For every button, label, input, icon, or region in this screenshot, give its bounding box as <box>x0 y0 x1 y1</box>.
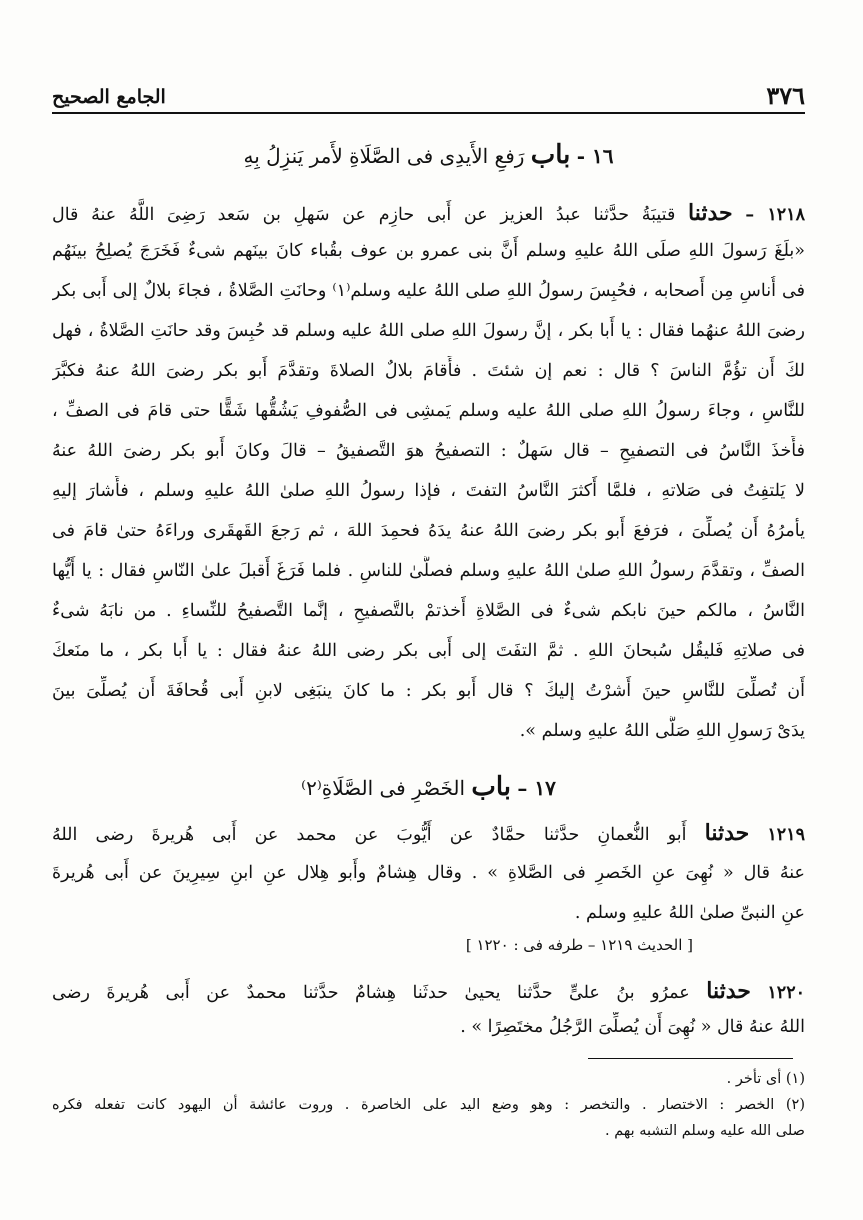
haddathana-word: حدثنا <box>688 200 733 226</box>
hadith-1218-line: «بلَغَ رَسولَ اللهِ صلَى اللهُ عليهِ وسلم أَنَّ بنى عمرو بن عوف بقُباء كانَ بينَهم شىءٌ فَخَرَجَ يُصلِحُ بينَهُم <box>52 241 805 261</box>
hadith-text: عمرُو بنُ علىٍّ حدَّثنا يحيىٰ حدثَنا هِشامٌ حدَّثنا محمدٌ عن أَبى هُريرةَ رضى <box>52 983 690 1003</box>
hadith-1218-line: رضىَ اللهُ عنهُما فقال : يا أَبا بكر ، إنَّ رسولَ اللهِ صلى اللهُ عليه وسلم قد حُبِسَ وقد حانَتِ الصَّلاةُ ، فهل <box>52 321 805 341</box>
hadith-1219-line-1 <box>52 818 805 850</box>
page-number: ٣٧٦ <box>766 81 805 110</box>
hadith-1218-line: أَن تُصلِّىَ للنَّاسِ حينَ أَشرْتُ إليكَ ؟ قال أَبو بكر : ما كانَ ينبَغِى لابنِ أَبى قُحافَةَ أَن يُصلِّىَ بينَ <box>52 681 805 701</box>
chapter-bab-word: باب <box>530 140 571 170</box>
footnote-divider <box>588 1058 793 1059</box>
hadith-number: ١٢٢٠ <box>767 983 805 1003</box>
running-header <box>52 78 805 114</box>
hadith-1218-line: فأَخذَ النَّاسُ فى التصفيحِ – قال سَهلٌ : التصفيحُ هوَ التَّصفيقُ – قالَ وكانَ أَبو بكر رضىَ اللهُ عنهُ <box>52 441 805 461</box>
hadith-1220-line-1 <box>52 976 805 1008</box>
hadith-1218-line: يدَىْ رَسولِ اللهِ صَلَّى اللهُ عليهِ وسلم ». <box>519 721 805 741</box>
hadith-1218-line: لا يَلتفِتُ فى صَلاتهِ ، فلمَّا أَكثرَ النَّاسُ التفتَ ، فإذا رسولُ اللهِ صلىٰ اللهُ عليهِ وسلم ، فأَشارَ إليهِ <box>52 481 805 501</box>
hadith-1218-line: الصفِّ ، وتقدَّمَ رسولُ اللهِ صلىٰ اللهُ عليهِ وسلم فصلَّىٰ للناسِ . فلما فَرَغَ أَقبلَ علىٰ النّاسِ فقال : يا أَيُّها <box>52 561 805 581</box>
chapter-bab-word: باب <box>471 772 512 802</box>
chapter-heading-17 <box>52 772 805 802</box>
hadith-1218-line: لكَ أَن تؤُمَّ الناسَ ؟ قال : نعم إن شئتَ . فأَقامَ بلالٌ الصلاةَ وتقدَّمَ أَبو بكر رضىَ اللهُ عنهُ فكبَّرَ <box>52 361 805 381</box>
chapter-subject: الخَصْرِ فى الصَّلَاةِ⁽٢⁾ <box>301 776 466 800</box>
hadith-1218-line: يأمرُهُ أَن يُصلِّىَ ، فرَفعَ أَبو بكر رضىَ اللهُ عنهُ يدَهُ فحمِدَ اللهَ ، ثم رَجعَ القَهقَرى وراءَهُ حتىٰ قامَ فى <box>52 521 805 541</box>
hadith-text: أَبو النُّعمانِ حدَّثنا حمَّادٌ عن أَيُّوبَ عن محمد عن أَبى هُريرةَ رضى اللهُ <box>52 825 687 845</box>
hadith-1218-line: النَّاسُ ، مالكم حينَ نابكم شىءٌ فى الصَّلاةِ أَخذتمْ بالتَّصفيحِ ، إنَّما التَّصفيحُ للنِّساءِ . من نابَهُ شىءٌ <box>52 601 805 621</box>
hadith-number: ١٢١٨ – <box>745 205 805 225</box>
haddathana-word: حدثنا <box>704 820 750 846</box>
hadith-1219-line: عنهُ قال « نُهِىَ عنِ الخَصرِ فى الصَّلاةِ » . وقال هِشامٌ وأَبو هِلال عنِ ابنِ سِيرِينَ عن أَبى هُريرةَ <box>52 863 805 883</box>
hadith-text: قتيبَةُ حدَّثنا عبدُ العزيز عن أَبى حازِم عن سَهلِ بن سَعد رَضِىَ اللَّهُ عنهُ قال <box>52 205 676 225</box>
hadith-1218-line-1 <box>52 198 805 230</box>
book-title: الجامع الصحيح <box>52 86 166 108</box>
chapter-number: ١٧ – <box>517 776 556 800</box>
chapter-heading-16 <box>52 140 805 170</box>
haddathana-word: حدثنا <box>706 978 751 1004</box>
hadith-1218-line: فى أُناسِ مِن أَصحابه ، فحُبِسَ رسولُ اللهِ صلى اللهُ عليه وسلم⁽١⁾ وحانَتِ الصَّلاةُ ، فجاءَ بلالٌ إلى أَبى بكر <box>52 281 805 301</box>
footnote-2-continued: صلى الله عليه وسلم التشبه بهم . <box>605 1123 805 1139</box>
footnote-1: (١) أى تأخر . <box>726 1071 805 1087</box>
hadith-1218-line: للنَّاسِ ، وجاءَ رسولُ اللهِ صلى اللهُ عليه وسلم يَمشِى فى الصُّفوفِ يَشُقُّها شَقًّا حتى قامَ فى الصفِّ ، <box>52 401 805 421</box>
chapter-subject: رَفعِ الأَيدِى فى الصَّلَاةِ لأَمر يَنزِلُ بِهِ <box>243 144 525 168</box>
chapter-number: ١٦ - <box>576 144 614 168</box>
hadith-cross-reference: [ الحديث ١٢١٩ – طرفه فى : ١٢٢٠ ] <box>465 936 693 954</box>
hadith-1220-line: اللهُ عنهُ قال « نُهِىَ أَن يُصلِّىَ الرَّجُلُ مختَصِرًا » . <box>460 1017 805 1037</box>
footnote-2: (٢) الخصر : الاختصار . والتخصر : وهو وضع اليد على الخاصرة . وروت عائشة أن اليهود كانت تفعله فكره <box>52 1097 805 1113</box>
hadith-number: ١٢١٩ <box>767 825 805 845</box>
hadith-1219-line: عنِ النبىِّ صلىٰ اللهُ عليهِ وسلم . <box>574 903 805 923</box>
hadith-1218-line: فى صلاتِهِ فَليقُل سُبحانَ اللهِ . ثمَّ التفَتَ إلى أَبى بكر رضى اللهُ عنهُ فقال : يا أَبا بكر ، ما منَعكَ <box>52 641 805 661</box>
